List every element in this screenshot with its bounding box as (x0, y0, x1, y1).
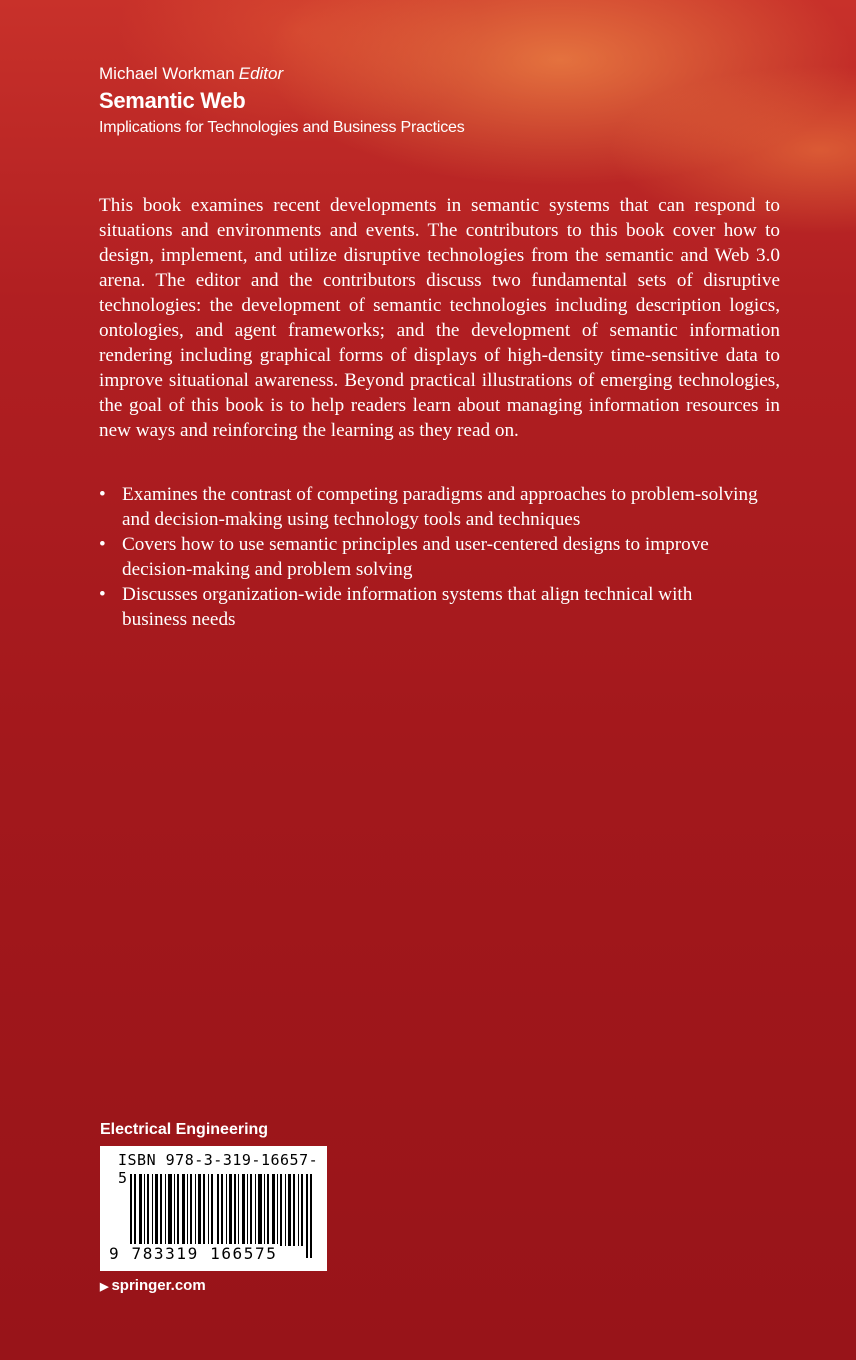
publisher-url: springer.com (111, 1277, 206, 1294)
bullet-icon: • (99, 484, 106, 505)
feature-list (99, 482, 759, 632)
subject-category: Electrical Engineering (100, 1121, 269, 1138)
feature-text: Discusses organization-wide information systems that align technical with business needs (122, 584, 693, 630)
publisher-link[interactable] (100, 1276, 206, 1297)
book-subtitle: Implications for Technologies and Business Practices (99, 119, 465, 136)
author-role: Editor (238, 64, 284, 83)
bullet-icon: • (99, 584, 106, 605)
feature-item (99, 532, 759, 582)
cover-header (99, 62, 799, 140)
ean-digits: 9 783319 166575 (109, 1244, 278, 1263)
feature-text: Examines the contrast of competing paradigms and approaches to problem-solving and decision-making using technology tools and techniques (122, 484, 758, 530)
feature-item (99, 582, 759, 632)
author-name: Michael Workman (99, 64, 235, 83)
isbn-barcode (100, 1146, 327, 1271)
feature-item (99, 482, 759, 532)
play-arrow-icon: ▶ (100, 1281, 109, 1293)
author-line (99, 62, 799, 86)
isbn-label: ISBN 978-3-319-16657-5 (118, 1151, 319, 1187)
bullet-icon: • (99, 534, 106, 555)
book-title: Semantic Web (99, 88, 246, 113)
feature-text: Covers how to use semantic principles and user-centered designs to improve decision-making and problem solving (122, 534, 709, 580)
book-description: This book examines recent developments in semantic systems that can respond to situations and environments and events. The contributors to this book cover how to design, implement, and utilize disruptive technologies from the semantic and Web 3.0 arena. The editor and the contributors discuss two fundamental sets of disruptive technologies: the development of semantic technologies including description logics, ontologies, and agent frameworks; and the development of semantic information rendering including graphical forms of displays of high-density time-sensitive data to improve situational awareness. Beyond practical illustrations of emerging technologies, the goal of this book is to help readers learn about managing information resources in new ways and reinforcing the learning as they read on. (99, 195, 780, 441)
